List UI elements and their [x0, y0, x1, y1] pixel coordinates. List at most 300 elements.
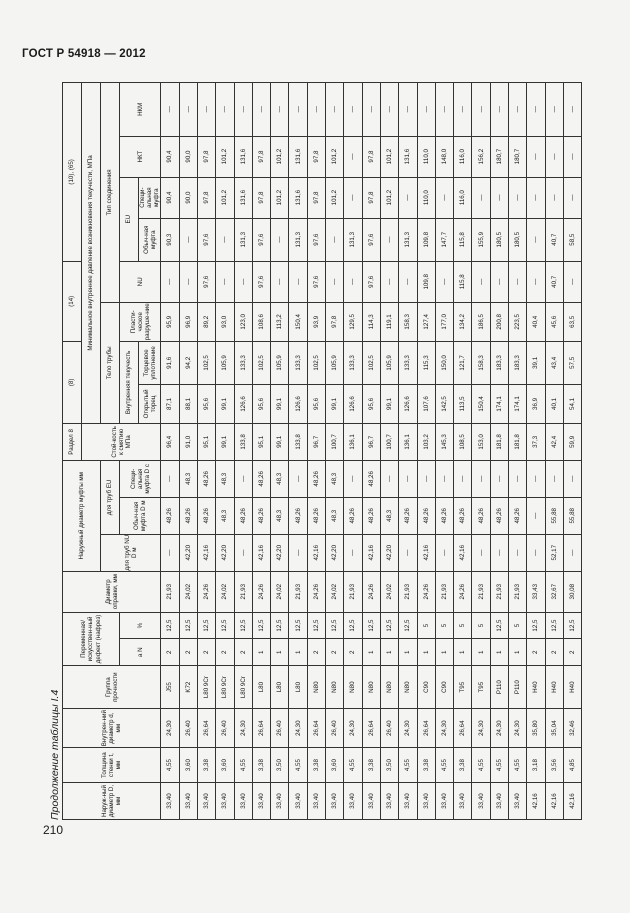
- table-cell: 26,64: [307, 709, 325, 748]
- table-cell: 2: [161, 639, 179, 666]
- table-cell: —: [527, 261, 545, 302]
- table-cell: 133,8: [289, 423, 307, 460]
- table-cell: 97,8: [362, 136, 380, 177]
- table-cell: N80: [326, 666, 344, 709]
- table-cell: 33,40: [399, 783, 417, 820]
- table-cell: 131,6: [289, 136, 307, 177]
- table-cell: —: [563, 534, 581, 571]
- table-cell: 33,40: [252, 783, 270, 820]
- table-cell: 33,40: [179, 783, 197, 820]
- table-cell: 91,0: [179, 423, 197, 460]
- table-caption: Продолжение таблицы I.4: [49, 689, 61, 820]
- table-cell: 113,5: [454, 384, 472, 423]
- table-cell: —: [234, 261, 252, 302]
- table-cell: 96,7: [307, 423, 325, 460]
- table-cell: L80 9Cr: [216, 666, 234, 709]
- table-cell: 100,7: [326, 423, 344, 460]
- table-cell: 3,38: [252, 748, 270, 783]
- table-cell: 177,0: [435, 302, 453, 341]
- table-cell: 129,5: [344, 302, 362, 341]
- col-header-an: a N: [120, 639, 161, 666]
- table-cell: 48,3: [216, 497, 234, 534]
- table-cell: 33,40: [271, 783, 289, 820]
- table-cell: 1: [252, 639, 270, 666]
- table-cell: 97,6: [307, 218, 325, 261]
- table-cell: 131,3: [234, 218, 252, 261]
- table-cell: 21,93: [234, 571, 252, 612]
- table-cell: 4,55: [509, 748, 527, 783]
- col-header-closed-ends: Торцевое уплотнение: [139, 341, 161, 384]
- table-cell: —: [472, 83, 490, 137]
- table-cell: 48,26: [161, 497, 179, 534]
- table-cell: C90: [435, 666, 453, 709]
- table-cell: 96,4: [161, 423, 179, 460]
- table-cell: 183,3: [490, 341, 508, 384]
- table-cell: 101,2: [216, 177, 234, 218]
- col-header-id: Внутрен-ний диаметр d, мм: [63, 709, 161, 748]
- table-cell: 4,55: [435, 748, 453, 783]
- table-cell: 97,8: [252, 136, 270, 177]
- table-cell: —: [344, 460, 362, 497]
- table-row: [307, 83, 325, 820]
- table-cell: 63,5: [563, 302, 581, 341]
- table-cell: 115,8: [454, 261, 472, 302]
- table-cell: 5: [509, 612, 527, 639]
- table-cell: 223,5: [509, 302, 527, 341]
- table-cell: 2: [563, 639, 581, 666]
- table-cell: 99,1: [380, 384, 398, 423]
- table-cell: —: [179, 261, 197, 302]
- table-cell: 21,93: [399, 571, 417, 612]
- table-cell: 4,85: [563, 748, 581, 783]
- table-cell: —: [344, 177, 362, 218]
- table-cell: 33,40: [509, 783, 527, 820]
- table-cell: 12,5: [362, 612, 380, 639]
- table-cell: 24,30: [234, 709, 252, 748]
- table-cell: 1: [454, 639, 472, 666]
- table-cell: 102,5: [252, 341, 270, 384]
- table-cell: 94,2: [179, 341, 197, 384]
- table-cell: 12,5: [252, 612, 270, 639]
- table-cell: 42,20: [216, 534, 234, 571]
- table-cell: 95,1: [197, 423, 215, 460]
- table-cell: —: [490, 261, 508, 302]
- table-cell: 42,16: [197, 534, 215, 571]
- table-cell: —: [344, 261, 362, 302]
- table-cell: 97,8: [307, 177, 325, 218]
- table-cell: 145,3: [435, 423, 453, 460]
- table-cell: 24,26: [454, 571, 472, 612]
- table-cell: 97,6: [362, 261, 380, 302]
- table-cell: 1: [380, 639, 398, 666]
- table-cell: 4,55: [161, 748, 179, 783]
- table-cell: —: [380, 218, 398, 261]
- table-cell: H40: [527, 666, 545, 709]
- table-cell: 24,26: [197, 571, 215, 612]
- table-cell: 33,43: [527, 571, 545, 612]
- table-cell: 5: [454, 612, 472, 639]
- table-cell: 2: [197, 639, 215, 666]
- table-cell: —: [472, 460, 490, 497]
- table-cell: —: [344, 136, 362, 177]
- data-table-rotated: [62, 82, 622, 820]
- table-cell: 95,6: [197, 384, 215, 423]
- table-cell: —: [399, 83, 417, 137]
- table-cell: 97,6: [197, 261, 215, 302]
- table-cell: 2: [216, 639, 234, 666]
- table-cell: 90,0: [179, 136, 197, 177]
- table-cell: 90,0: [179, 177, 197, 218]
- col-header-stability: Стой-кость к смятию МПа: [82, 423, 161, 460]
- table-cell: 26,40: [216, 709, 234, 748]
- table-cell: 48,26: [197, 497, 215, 534]
- table-cell: 21,93: [161, 571, 179, 612]
- table-cell: —: [417, 460, 435, 497]
- table-cell: K72: [179, 666, 197, 709]
- table-cell: 105,9: [216, 341, 234, 384]
- table-cell: —: [380, 261, 398, 302]
- table-cell: 48,3: [271, 460, 289, 497]
- table-cell: 24,30: [289, 709, 307, 748]
- table-row: [326, 83, 344, 820]
- table-cell: 93,9: [307, 302, 325, 341]
- table-cell: 33,40: [344, 783, 362, 820]
- table-cell: 174,1: [509, 384, 527, 423]
- col-header-nu: для труб NU D м: [101, 534, 161, 571]
- table-cell: 33,40: [234, 783, 252, 820]
- table-cell: 48,3: [271, 497, 289, 534]
- table-cell: 42,20: [179, 534, 197, 571]
- table-cell: 116,0: [454, 177, 472, 218]
- table-cell: 180,7: [509, 136, 527, 177]
- table-cell: 90,4: [161, 177, 179, 218]
- table-cell: N80: [380, 666, 398, 709]
- table-cell: 180,5: [490, 218, 508, 261]
- table-cell: 97,6: [362, 218, 380, 261]
- table-cell: 12,5: [563, 612, 581, 639]
- table-cell: 35,80: [527, 709, 545, 748]
- table-cell: 101,2: [380, 136, 398, 177]
- table-cell: —: [527, 534, 545, 571]
- table-cell: —: [380, 83, 398, 137]
- table-cell: 3,38: [362, 748, 380, 783]
- table-cell: —: [234, 460, 252, 497]
- table-cell: 101,2: [326, 177, 344, 218]
- table-cell: 42,4: [545, 423, 563, 460]
- table-cell: 40,7: [545, 261, 563, 302]
- table-cell: P110: [509, 666, 527, 709]
- table-cell: 96,9: [179, 302, 197, 341]
- table-cell: 33,40: [362, 783, 380, 820]
- table-cell: 1: [399, 639, 417, 666]
- table-cell: —: [490, 177, 508, 218]
- table-cell: 88,1: [179, 384, 197, 423]
- table-cell: 108,5: [454, 423, 472, 460]
- table-cell: —: [435, 460, 453, 497]
- table-cell: 1: [435, 639, 453, 666]
- table-cell: —: [472, 534, 490, 571]
- table-cell: 102,5: [362, 341, 380, 384]
- table-cell: —: [271, 83, 289, 137]
- table-cell: 12,5: [289, 612, 307, 639]
- table-cell: —: [472, 261, 490, 302]
- table-cell: —: [344, 83, 362, 137]
- table-cell: —: [435, 83, 453, 137]
- table-cell: 95,6: [307, 384, 325, 423]
- table-cell: 3,50: [380, 748, 398, 783]
- table-cell: 97,6: [252, 218, 270, 261]
- table-cell: 95,1: [252, 423, 270, 460]
- table-cell: 30,08: [563, 571, 581, 612]
- table-cell: 24,02: [326, 571, 344, 612]
- table-cell: 105,9: [326, 341, 344, 384]
- table-cell: 1: [490, 639, 508, 666]
- table-cell: 26,64: [197, 709, 215, 748]
- table-row: [179, 83, 197, 820]
- table-cell: J55: [161, 666, 179, 709]
- table-cell: 26,64: [252, 709, 270, 748]
- table-cell: —: [399, 460, 417, 497]
- table-cell: 12,5: [197, 612, 215, 639]
- table-cell: 12,5: [380, 612, 398, 639]
- table-cell: —: [326, 261, 344, 302]
- table-cell: 48,26: [307, 460, 325, 497]
- table-cell: L80: [271, 666, 289, 709]
- table-cell: —: [472, 177, 490, 218]
- table-cell: 180,5: [509, 218, 527, 261]
- table-cell: 24,26: [252, 571, 270, 612]
- table-cell: 1: [509, 639, 527, 666]
- table-cell: 40,4: [527, 302, 545, 341]
- table-cell: 102,5: [197, 341, 215, 384]
- table-cell: 48,26: [399, 497, 417, 534]
- table-row: [197, 83, 215, 820]
- table-cell: —: [380, 460, 398, 497]
- table-cell: 40,1: [545, 384, 563, 423]
- table-cell: N80: [399, 666, 417, 709]
- table-cell: 127,4: [417, 302, 435, 341]
- table-cell: —: [563, 261, 581, 302]
- table-cell: 158,3: [472, 341, 490, 384]
- table-cell: 95,6: [362, 384, 380, 423]
- table-cell: —: [161, 460, 179, 497]
- document-header: ГОСТ Р 54918 — 2012: [22, 48, 146, 60]
- table-row: [417, 83, 435, 820]
- table-cell: 42,16: [527, 783, 545, 820]
- table-cell: L80 9Cr: [234, 666, 252, 709]
- table-cell: 1: [289, 639, 307, 666]
- table-cell: 24,02: [271, 571, 289, 612]
- table-cell: —: [179, 218, 197, 261]
- table-cell: 1: [271, 639, 289, 666]
- table-row: [472, 83, 490, 820]
- col-header-nu-conn: NU: [120, 261, 161, 302]
- table-cell: —: [509, 261, 527, 302]
- table-cell: 33,40: [326, 783, 344, 820]
- table-cell: —: [527, 460, 545, 497]
- table-row: [454, 83, 472, 820]
- table-cell: 200,8: [490, 302, 508, 341]
- table-cell: 5: [435, 612, 453, 639]
- table-cell: —: [289, 261, 307, 302]
- table-cell: —: [545, 136, 563, 177]
- col-header-open-ends: Открытый торец: [139, 384, 161, 423]
- table-cell: —: [307, 83, 325, 137]
- table-cell: —: [179, 83, 197, 137]
- table-cell: 42,20: [380, 534, 398, 571]
- col-header-body: Тело трубы: [101, 302, 120, 423]
- table-cell: 155,9: [472, 218, 490, 261]
- table-cell: —: [326, 83, 344, 137]
- table-cell: 150,4: [289, 302, 307, 341]
- table-cell: 2: [344, 639, 362, 666]
- table-cell: —: [527, 83, 545, 137]
- table-cell: 12,5: [307, 612, 325, 639]
- col-header-nkt: НКТ: [120, 136, 161, 177]
- table-cell: 59,9: [563, 423, 581, 460]
- table-cell: 113,2: [271, 302, 289, 341]
- table-cell: 33,40: [454, 783, 472, 820]
- table-cell: 26,40: [179, 709, 197, 748]
- table-cell: 186,5: [472, 302, 490, 341]
- table-cell: —: [161, 534, 179, 571]
- table-cell: 48,26: [197, 460, 215, 497]
- table-cell: 3,38: [454, 748, 472, 783]
- table-cell: N80: [344, 666, 362, 709]
- table-cell: —: [362, 83, 380, 137]
- table-cell: T95: [454, 666, 472, 709]
- table-cell: 121,7: [454, 341, 472, 384]
- table-cell: 12,5: [161, 612, 179, 639]
- table-row: [252, 83, 270, 820]
- table-cell: 174,1: [490, 384, 508, 423]
- table-cell: 33,40: [417, 783, 435, 820]
- table-cell: P110: [490, 666, 508, 709]
- table-cell: 3,38: [307, 748, 325, 783]
- table-cell: 3,56: [545, 748, 563, 783]
- table-cell: 35,04: [545, 709, 563, 748]
- table-cell: —: [509, 83, 527, 137]
- table-cell: 24,30: [344, 709, 362, 748]
- table-cell: 97,8: [307, 136, 325, 177]
- table-cell: 102,5: [307, 341, 325, 384]
- table-row: [399, 83, 417, 820]
- table-cell: —: [527, 177, 545, 218]
- table-cell: 131,6: [399, 136, 417, 177]
- table-cell: 4,55: [234, 748, 252, 783]
- table-row: [161, 83, 179, 820]
- table-cell: 126,6: [344, 384, 362, 423]
- table-row: [545, 83, 563, 820]
- table-cell: 97,8: [197, 177, 215, 218]
- table-cell: 48,26: [289, 497, 307, 534]
- table-cell: 131,6: [234, 136, 252, 177]
- table-cell: 136,1: [344, 423, 362, 460]
- table-cell: —: [289, 460, 307, 497]
- table-cell: 131,3: [344, 218, 362, 261]
- table-cell: 147,7: [435, 218, 453, 261]
- table-cell: 48,26: [234, 497, 252, 534]
- table-cell: 97,8: [252, 177, 270, 218]
- table-cell: 3,60: [326, 748, 344, 783]
- table-row: [234, 83, 252, 820]
- table-cell: N80: [362, 666, 380, 709]
- table-cell: 24,30: [435, 709, 453, 748]
- table-cell: —: [563, 136, 581, 177]
- table-cell: —: [216, 261, 234, 302]
- table-cell: 2: [307, 639, 325, 666]
- table-cell: —: [161, 261, 179, 302]
- table-cell: H40: [563, 666, 581, 709]
- table-cell: 4,55: [490, 748, 508, 783]
- col-header-wall: Толщина стенки t, мм: [63, 748, 161, 783]
- table-cell: 42,16: [563, 783, 581, 820]
- table-cell: 55,88: [563, 497, 581, 534]
- table-cell: 2: [179, 639, 197, 666]
- table-cell: 48,26: [509, 497, 527, 534]
- table-row: [344, 83, 362, 820]
- table-cell: 101,2: [380, 177, 398, 218]
- table-cell: 2: [545, 639, 563, 666]
- table-cell: —: [216, 218, 234, 261]
- table-cell: —: [161, 83, 179, 137]
- table-cell: 5: [472, 612, 490, 639]
- table-cell: —: [435, 261, 453, 302]
- table-cell: 133,3: [344, 341, 362, 384]
- table-cell: 48,26: [454, 497, 472, 534]
- table-cell: 4,55: [399, 748, 417, 783]
- table-cell: 97,6: [252, 261, 270, 302]
- table-cell: 150,4: [472, 384, 490, 423]
- table-cell: 148,0: [435, 136, 453, 177]
- table-cell: —: [509, 177, 527, 218]
- col-header-f14: (14): [63, 261, 82, 341]
- table-cell: 57,5: [563, 341, 581, 384]
- table-row: [289, 83, 307, 820]
- table-cell: —: [527, 497, 545, 534]
- table-cell: 48,3: [179, 460, 197, 497]
- table-cell: 153,0: [472, 423, 490, 460]
- table-cell: —: [289, 534, 307, 571]
- table-cell: 97,8: [326, 302, 344, 341]
- col-header-section8: Раздел 8: [63, 423, 82, 460]
- table-cell: —: [216, 83, 234, 137]
- col-header-eu-regular: Обыч-ная муфта D м: [120, 497, 161, 534]
- table-cell: 3,38: [417, 748, 435, 783]
- table-cell: 109,8: [417, 261, 435, 302]
- table-cell: 4,55: [289, 748, 307, 783]
- table-cell: 42,20: [326, 534, 344, 571]
- col-header-yield-pressure: Минимальное внутреннее давление возникновения текучести, МПа: [82, 83, 101, 424]
- table-cell: 26,64: [454, 709, 472, 748]
- table-cell: 45,6: [545, 302, 563, 341]
- table-cell: 40,7: [545, 218, 563, 261]
- table-cell: 3,50: [271, 748, 289, 783]
- table-cell: 1: [417, 639, 435, 666]
- col-header-grade: Группа прочности: [63, 666, 161, 709]
- table-cell: 24,30: [472, 709, 490, 748]
- table-cell: 116,0: [454, 136, 472, 177]
- table-cell: 42,16: [252, 534, 270, 571]
- table-cell: 12,5: [545, 612, 563, 639]
- col-header-plastic: Пласти-ческое разруше-ние: [120, 302, 161, 341]
- table-cell: 12,5: [179, 612, 197, 639]
- table-cell: 2: [234, 639, 252, 666]
- table-cell: 131,6: [234, 177, 252, 218]
- table-cell: 33,40: [216, 783, 234, 820]
- table-cell: 4,55: [344, 748, 362, 783]
- table-cell: —: [326, 218, 344, 261]
